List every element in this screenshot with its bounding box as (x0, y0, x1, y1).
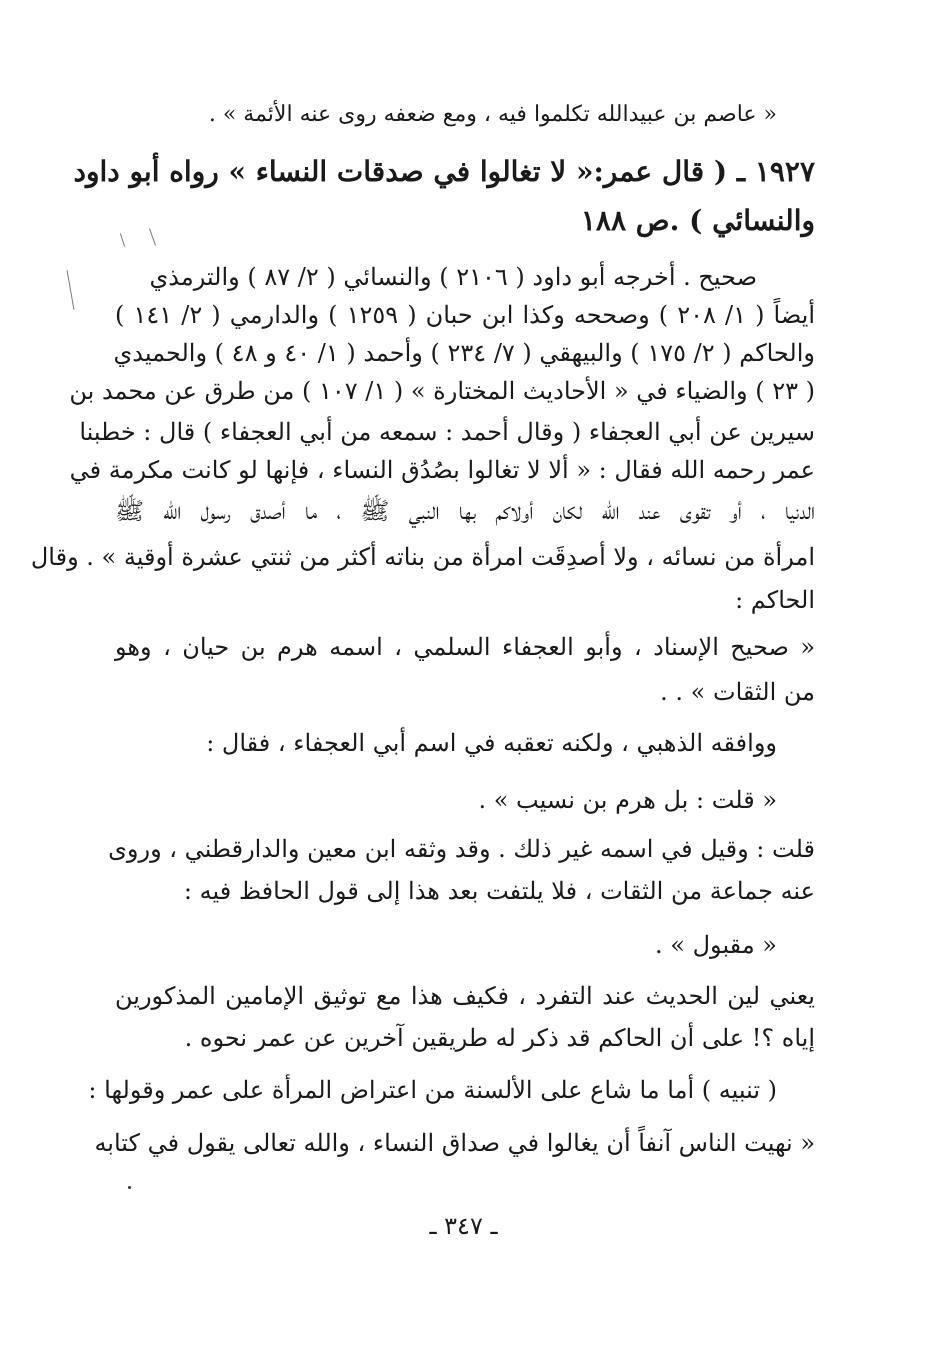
text-line-1: « عاصم بن عبيدالله تكلموا فيه ، ومع ضعفه روى عنه الأئمة » . (208, 102, 777, 127)
margin-mark (67, 270, 75, 310)
hadith-heading-line-2: والنسائي ) .ص ١٨٨ (580, 204, 815, 237)
text-line-23: « نهيت الناس آنفاً أن يغالوا في صداق النساء ، والله تعالى يقول في كتابه (94, 1129, 815, 1157)
text-line-10: الدنيا ، أو تقوى عند الله لكان أولاكم بها النبي ﷺ ، ما أصدق رسول الله ﷺ (115, 497, 815, 525)
text-line-15: ووافقه الذهبي ، ولكنه تعقبه في اسم أبي العجفاء ، فقال : (206, 729, 777, 757)
text-line-12: الحاكم : (735, 586, 815, 614)
text-line-14: من الثقات » . . (660, 678, 815, 706)
text-line-4: صحيح . أخرجه أبو داود ( ٢١٠٦ ) والنسائي ( ٢/ ٨٧ ) والترمذي (149, 263, 757, 291)
text-line-11: امرأة من نسائه ، ولا أصدِقَت امرأة من بناته أكثر من ثنتي عشرة أوقية » . وقال (30, 543, 815, 571)
text-line-16: « قلت : بل هرم بن نسيب » . (478, 786, 777, 814)
text-line-19: « مقبول » . (655, 931, 777, 959)
page-number: ـ ٣٤٧ ـ (429, 1212, 498, 1240)
text-line-8: سيرين عن أبي العجفاء ( وقال أحمد : سمعه من أبي العجفاء ) قال : خطبنا (79, 418, 815, 446)
text-line-20: يعني لين الحديث عند التفرد ، فكيف هذا مع توثيق الإمامين المذكورين (115, 982, 815, 1010)
margin-dot (128, 1186, 131, 1189)
text-line-6: والحاكم ( ٢/ ١٧٥ ) والبيهقي ( ٧/ ٢٣٤ ) وأحمد ( ١/ ٤٠ و ٤٨ ) والحميدي (113, 339, 815, 367)
hadith-heading-line-1: ١٩٢٧ ـ ( قال عمر:« لا تغالوا في صدقات النساء » رواه أبو داود (73, 155, 815, 188)
text-line-5: أيضاً ( ١/ ٢٠٨ ) وصححه وكذا ابن حبان ( ١٢٥٩ ) والدارمي ( ٢/ ١٤١ ) (115, 301, 815, 329)
text-line-13: « صحيح الإسناد ، وأبو العجفاء السلمي ، اسمه هرم بن حيان ، وهو (115, 633, 815, 661)
margin-mark (149, 228, 156, 245)
margin-mark (120, 233, 125, 247)
text-line-7: ( ٢٣ ) والضياء في « الأحاديث المختارة » ( ١/ ١٠٧ ) من طرق عن محمد بن (69, 377, 815, 405)
text-line-18: عنه جماعة من الثقات ، فلا يلتفت بعد هذا إلى قول الحافظ فيه : (183, 877, 815, 905)
text-line-9: عمر رحمه الله فقال : « ألا لا تغالوا بصُدُق النساء ، فإنها لو كانت مكرمة في (69, 456, 815, 484)
text-line-22: ( تنبيه ) أما ما شاع على الألسنة من اعتراض المرأة على عمر وقولها : (88, 1076, 777, 1104)
text-line-21: إياه ؟! على أن الحاكم قد ذكر له طريقين آخرين عن عمر نحوه . (184, 1024, 815, 1052)
text-line-17: قلت : وقيل في اسمه غير ذلك . وقد وثقه ابن معين والدارقطني ، وروى (108, 835, 815, 863)
